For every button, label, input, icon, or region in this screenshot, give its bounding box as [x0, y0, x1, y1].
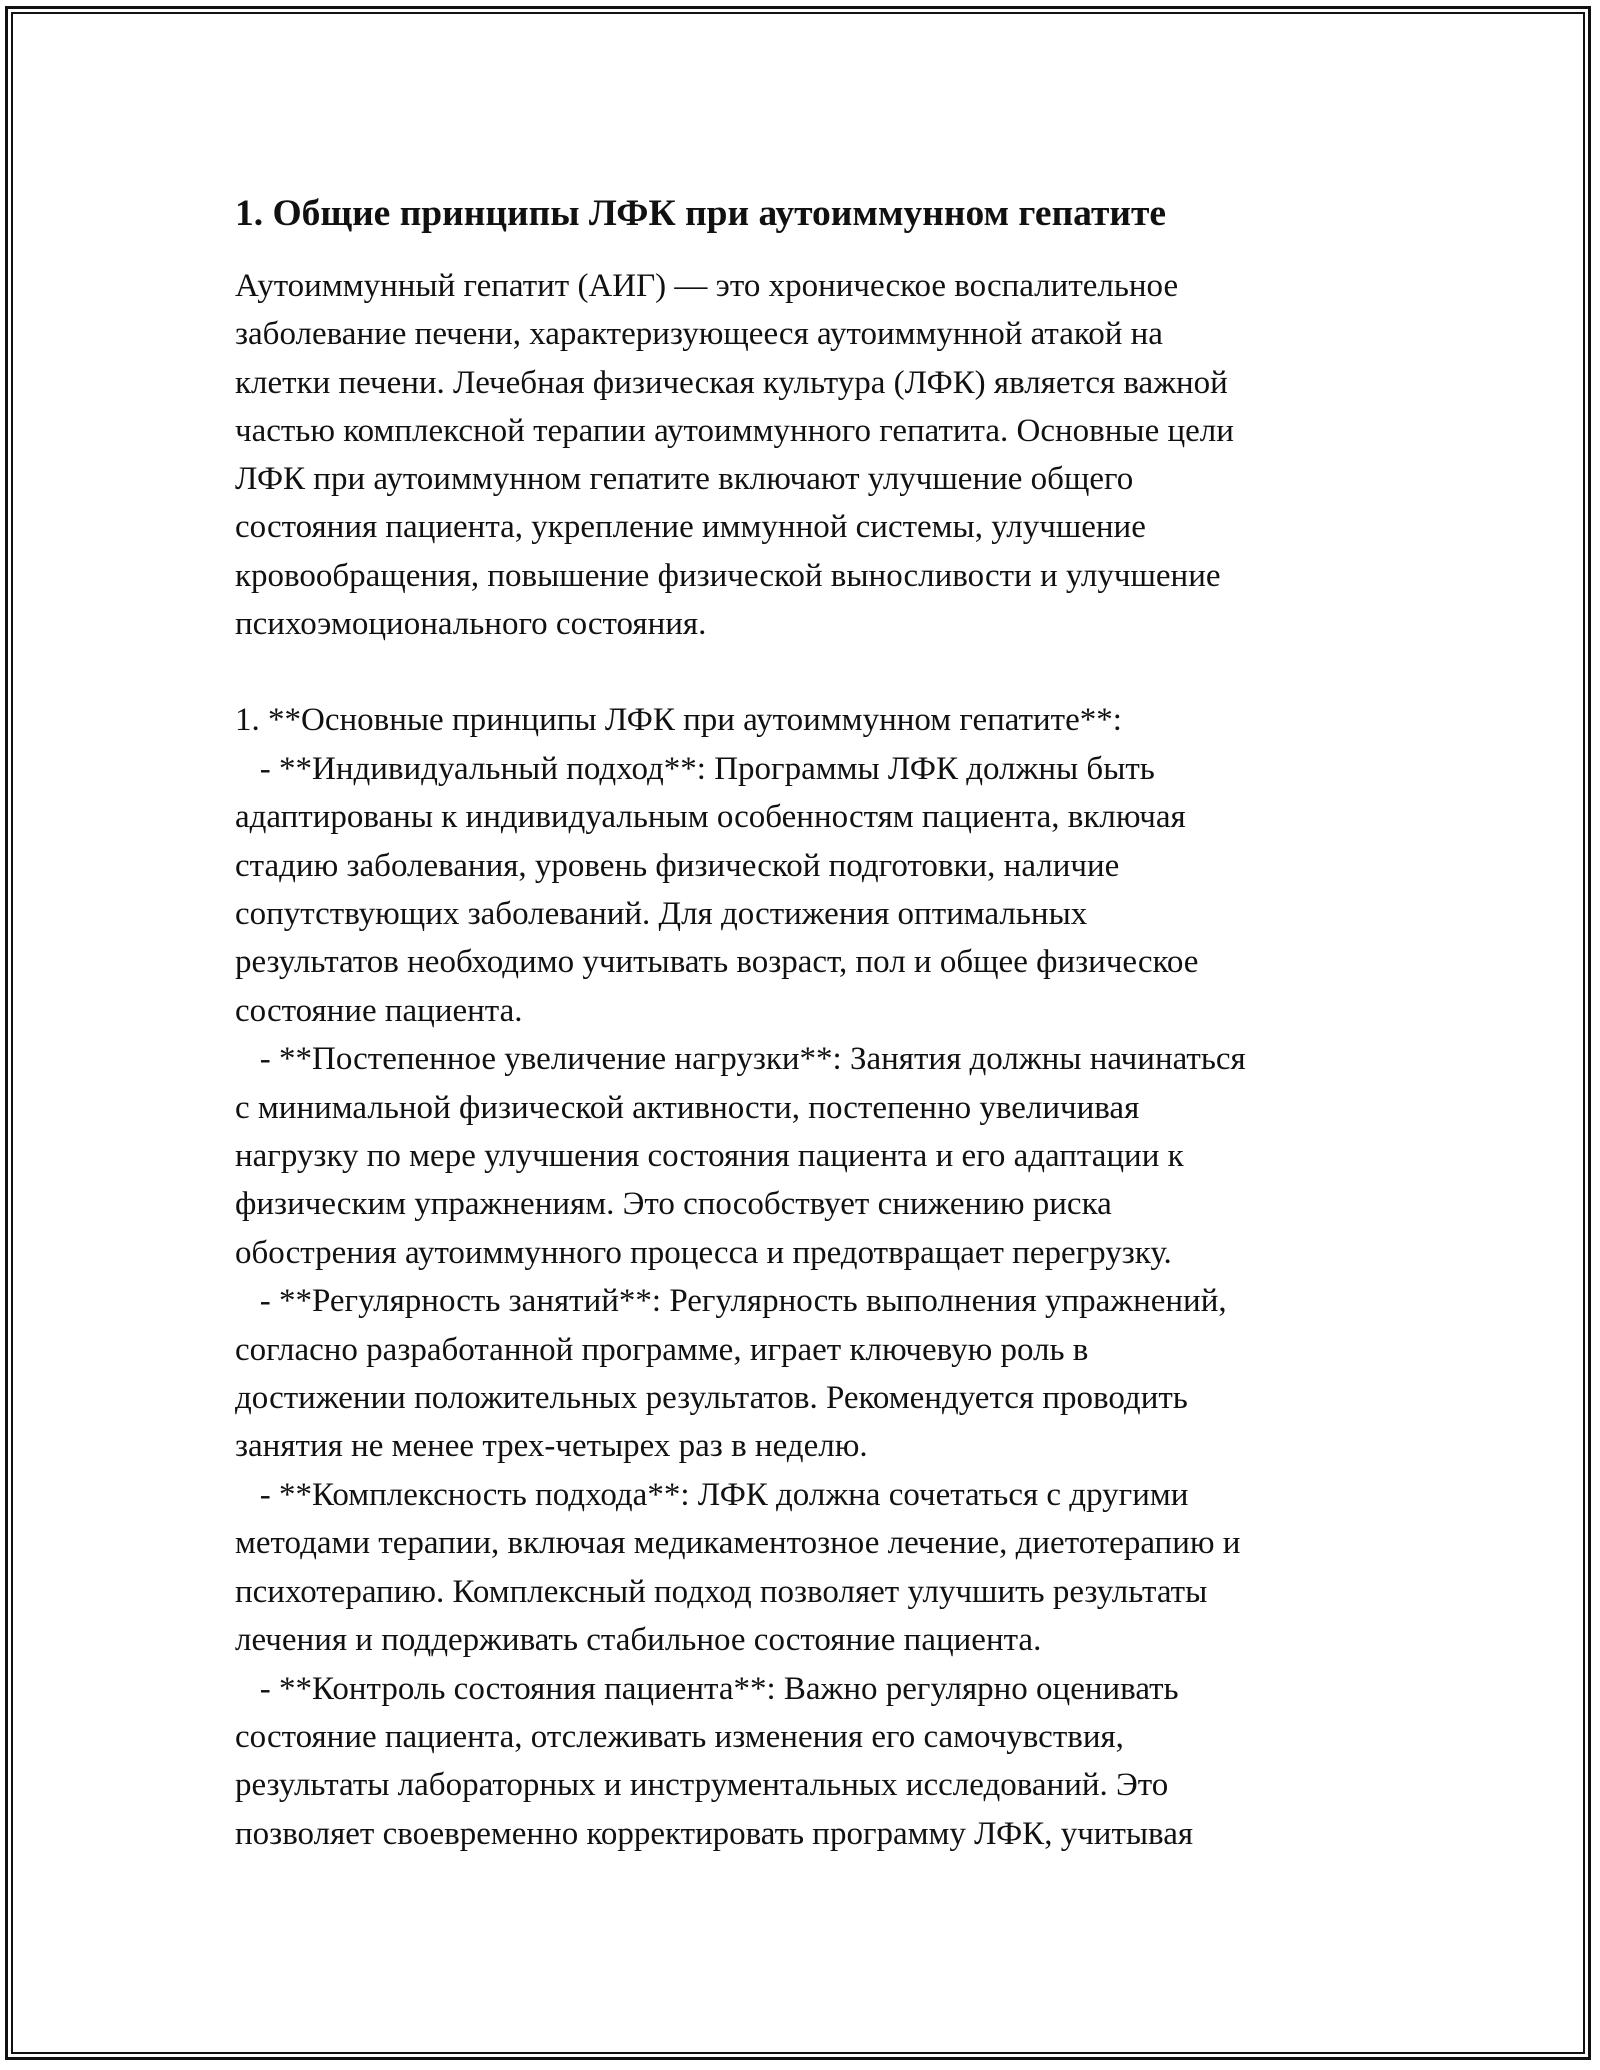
list-line: психотерапию. Комплексный подход позволяет улучшить результаты [235, 1573, 1208, 1610]
list-line: - **Индивидуальный подход**: Программы ЛФК должны быть [235, 750, 1155, 787]
section-heading: 1. Общие принципы ЛФК при аутоиммунном гепатите [235, 193, 1167, 234]
intro-line: клетки печени. Лечебная физическая культура (ЛФК) является важной [235, 364, 1228, 401]
list-line: сопутствующих заболеваний. Для достижения оптимальных [235, 896, 1088, 932]
list-line: результатов необходимо учитывать возраст, пол и общее физическое [235, 944, 1199, 981]
document-body [235, 185, 1395, 1858]
intro-line: ЛФК при аутоиммунном гепатите включают улучшение общего [235, 461, 1134, 498]
list-line: согласно разработанной программе, играет ключевую роль в [235, 1331, 1089, 1368]
list-line: методами терапии, включая медикаментозное лечение, диетотерапию и [235, 1525, 1241, 1562]
list-line: позволяет своевременно корректировать программу ЛФК, учитывая [235, 1815, 1194, 1852]
list-line: - **Контроль состояния пациента**: Важно регулярно оценивать [235, 1670, 1179, 1707]
principles-list [235, 696, 1395, 1858]
list-line: - **Комплексность подхода**: ЛФК должна сочетаться с другими [235, 1476, 1189, 1513]
intro-line: Аутоиммунный гепатит (АИГ) — это хроническое воспалительное [235, 268, 1179, 304]
intro-line: частью комплексной терапии аутоиммунного гепатита. Основные цели [235, 412, 1234, 449]
list-line: обострения аутоиммунного процесса и предотвращает перегрузку. [235, 1234, 1172, 1271]
list-line: с минимальной физической активности, постепенно увеличивая [235, 1089, 1140, 1126]
list-line: занятия не менее трех-четырех раз в неделю. [235, 1428, 868, 1465]
list-line: результаты лабораторных и инструментальных исследований. Это [235, 1767, 1169, 1804]
list-line: нагрузку по мере улучшения состояния пациента и его адаптации к [235, 1138, 1184, 1175]
intro-line: состояния пациента, укрепление иммунной системы, улучшение [235, 509, 1146, 546]
list-line: - **Регулярность занятий**: Регулярность выполнения упражнений, [235, 1283, 1227, 1320]
list-line: стадию заболевания, уровень физической подготовки, наличие [235, 847, 1120, 884]
list-line: состояние пациента, отслеживать изменения его самочувствия, [235, 1718, 1124, 1755]
list-line: лечения и поддерживать стабильное состояние пациента. [235, 1622, 1042, 1659]
list-line: достижении положительных результатов. Рекомендуется проводить [235, 1380, 1188, 1417]
list-line: состояние пациента. [235, 992, 523, 1029]
list-item-title: 1. **Основные принципы ЛФК при аутоиммунном гепатите**: [235, 702, 1122, 739]
list-line: адаптированы к индивидуальным особенностям пациента, включая [235, 799, 1186, 836]
list-line: - **Постепенное увеличение нагрузки**: Занятия должны начинаться [235, 1041, 1246, 1078]
intro-line: психоэмоционального состояния. [235, 606, 707, 643]
intro-line: заболевание печени, характеризующееся аутоиммунной атакой на [235, 316, 1163, 353]
intro-line: кровообращения, повышение физической выносливости и улучшение [235, 557, 1221, 594]
list-line: физическим упражнениям. Это способствует снижению риска [235, 1186, 1112, 1223]
intro-paragraph [235, 262, 1395, 648]
